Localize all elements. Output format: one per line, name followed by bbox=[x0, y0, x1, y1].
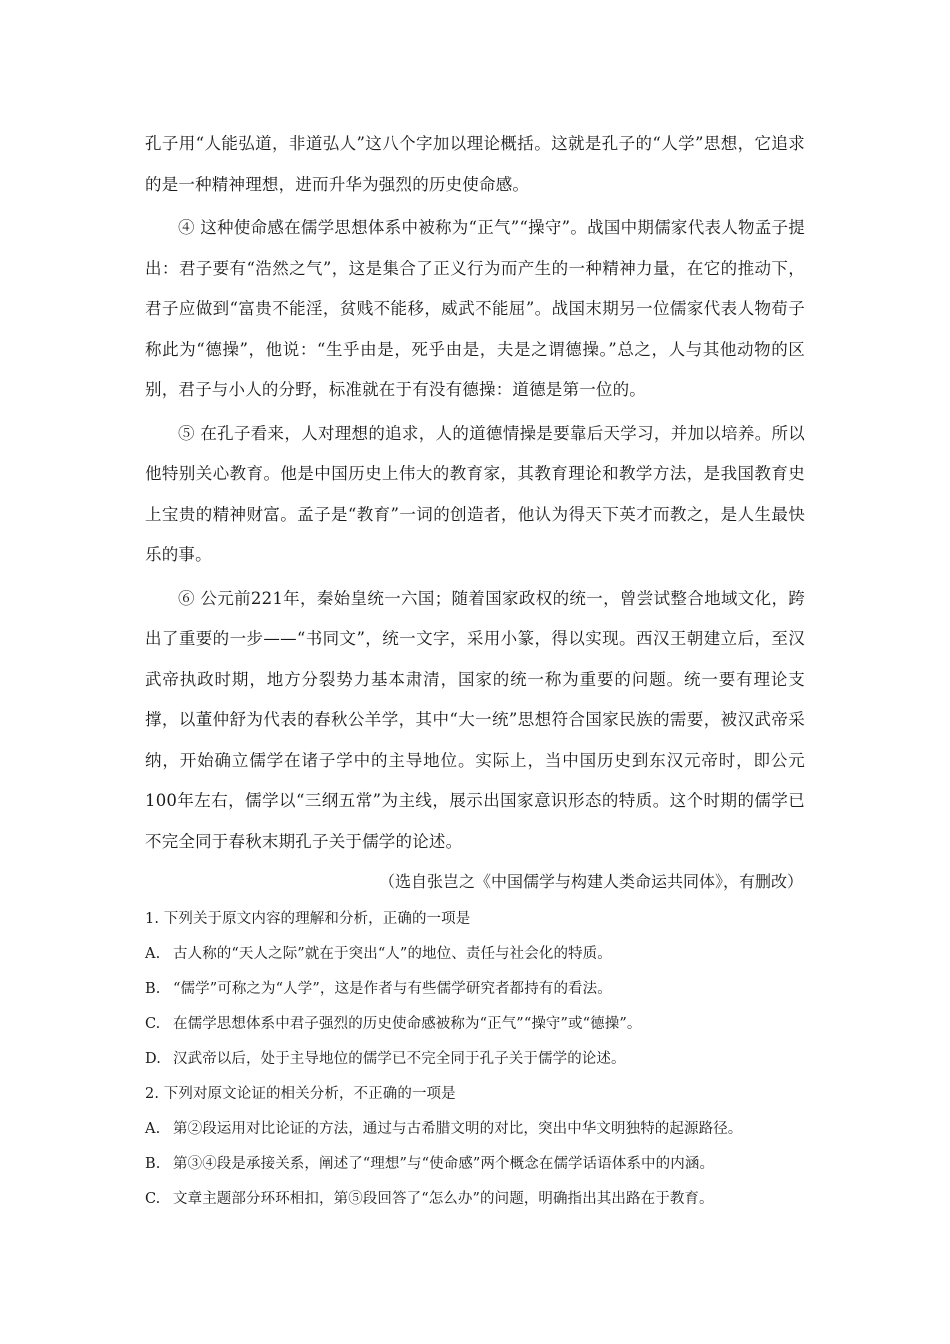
option-d bbox=[145, 1042, 805, 1077]
option-text: 第③④段是承接关系，阐述了“理想”与“使命感”两个概念在儒学话语体系中的内涵。 bbox=[173, 1156, 715, 1172]
option-b bbox=[145, 972, 805, 1007]
paragraph-4: ④ 这种使命感在儒学思想体系中被称为“正气”“操守”。战国中期儒家代表人物孟子提出：君子要有“浩然之气”，这是集合了正义行为而产生的一种精神力量，在它的推动下，君子应做到“富贵不能淫，贫贱不能移，威武不能屈”。战国末期另一位儒家代表人物荀子称此为“德操”，他说：“生乎由是，死乎由是，夫是之谓德操。”总之，人与其他动物的区别，君子与小人的分野，标准就在于有没有德操：道德是第一位的。 bbox=[145, 218, 805, 399]
option-a bbox=[145, 1112, 805, 1147]
paragraph-3-continued: 孔子用“人能弘道，非道弘人”这八个字加以理论概括。这就是孔子的“人学”思想，它追求的是一种精神理想，进而升华为强烈的历史使命感。 bbox=[145, 134, 805, 194]
paragraph-5: ⑤ 在孔子看来，人对理想的追求，人的道德情操是要靠后天学习，并加以培养。所以他特别关心教育。他是中国历史上伟大的教育家，其教育理论和教学方法，是我国教育史上宝贵的精神财富。孟子是“教育”一词的创造者，他认为得天下英才而教之，是人生最快乐的事。 bbox=[145, 423, 805, 564]
option-a bbox=[145, 937, 805, 972]
question-stem: 1. 下列关于原文内容的理解和分析，正确的一项是 bbox=[145, 911, 471, 927]
option-c bbox=[145, 1007, 805, 1042]
option-label: C. bbox=[145, 1191, 161, 1207]
option-label: C. bbox=[145, 1016, 161, 1032]
option-text: 汉武帝以后，处于主导地位的儒学已不完全同于孔子关于儒学的论述。 bbox=[173, 1051, 626, 1067]
option-text: 第②段运用对比论证的方法，通过与古希腊文明的对比，突出中华文明独特的起源路径。 bbox=[173, 1121, 743, 1137]
option-text: 文章主题部分环环相扣，第⑤段回答了“怎么办”的问题，明确指出其出路在于教育。 bbox=[173, 1191, 714, 1207]
option-label: D. bbox=[145, 1051, 161, 1067]
document-page bbox=[145, 124, 805, 1217]
option-label: A. bbox=[145, 1121, 161, 1137]
option-text: 在儒学思想体系中君子强烈的历史使命感被称为“正气”“操守”或“德操”。 bbox=[173, 1016, 642, 1032]
option-text: “儒学”可称之为“人学”，这是作者与有些儒学研究者都持有的看法。 bbox=[173, 981, 612, 997]
question-1 bbox=[145, 902, 805, 1077]
question-2 bbox=[145, 1077, 805, 1217]
option-b bbox=[145, 1147, 805, 1182]
source-citation: （选自张岂之《中国儒学与构建人类命运共同体》，有删改） bbox=[378, 872, 803, 891]
option-label: B. bbox=[145, 1156, 161, 1172]
paragraph-6: ⑥ 公元前221年，秦始皇统一六国；随着国家政权的统一，曾尝试整合地域文化，跨出了重要的一步——“书同文”，统一文字，采用小篆，得以实现。西汉王朝建立后，至汉武帝执政时期，地方分裂势力基本肃清，国家的统一称为重要的问题。统一要有理论支撑，以董仲舒为代表的春秋公羊学，其中“大一统”思想符合国家民族的需要，被汉武帝采纳，开始确立儒学在诸子学中的主导地位。实际上，当中国历史到东汉元帝时，即公元100年左右，儒学以“三纲五常”为主线，展示出国家意识形态的特质。这个时期的儒学已不完全同于春秋末期孔子关于儒学的论述。 bbox=[145, 588, 805, 851]
option-c bbox=[145, 1182, 805, 1217]
question-stem: 2. 下列对原文论证的相关分析，不正确的一项是 bbox=[145, 1086, 456, 1102]
option-label: B. bbox=[145, 981, 161, 997]
option-label: A. bbox=[145, 946, 161, 962]
option-text: 古人称的“天人之际”就在于突出“人”的地位、责任与社会化的特质。 bbox=[173, 946, 612, 962]
